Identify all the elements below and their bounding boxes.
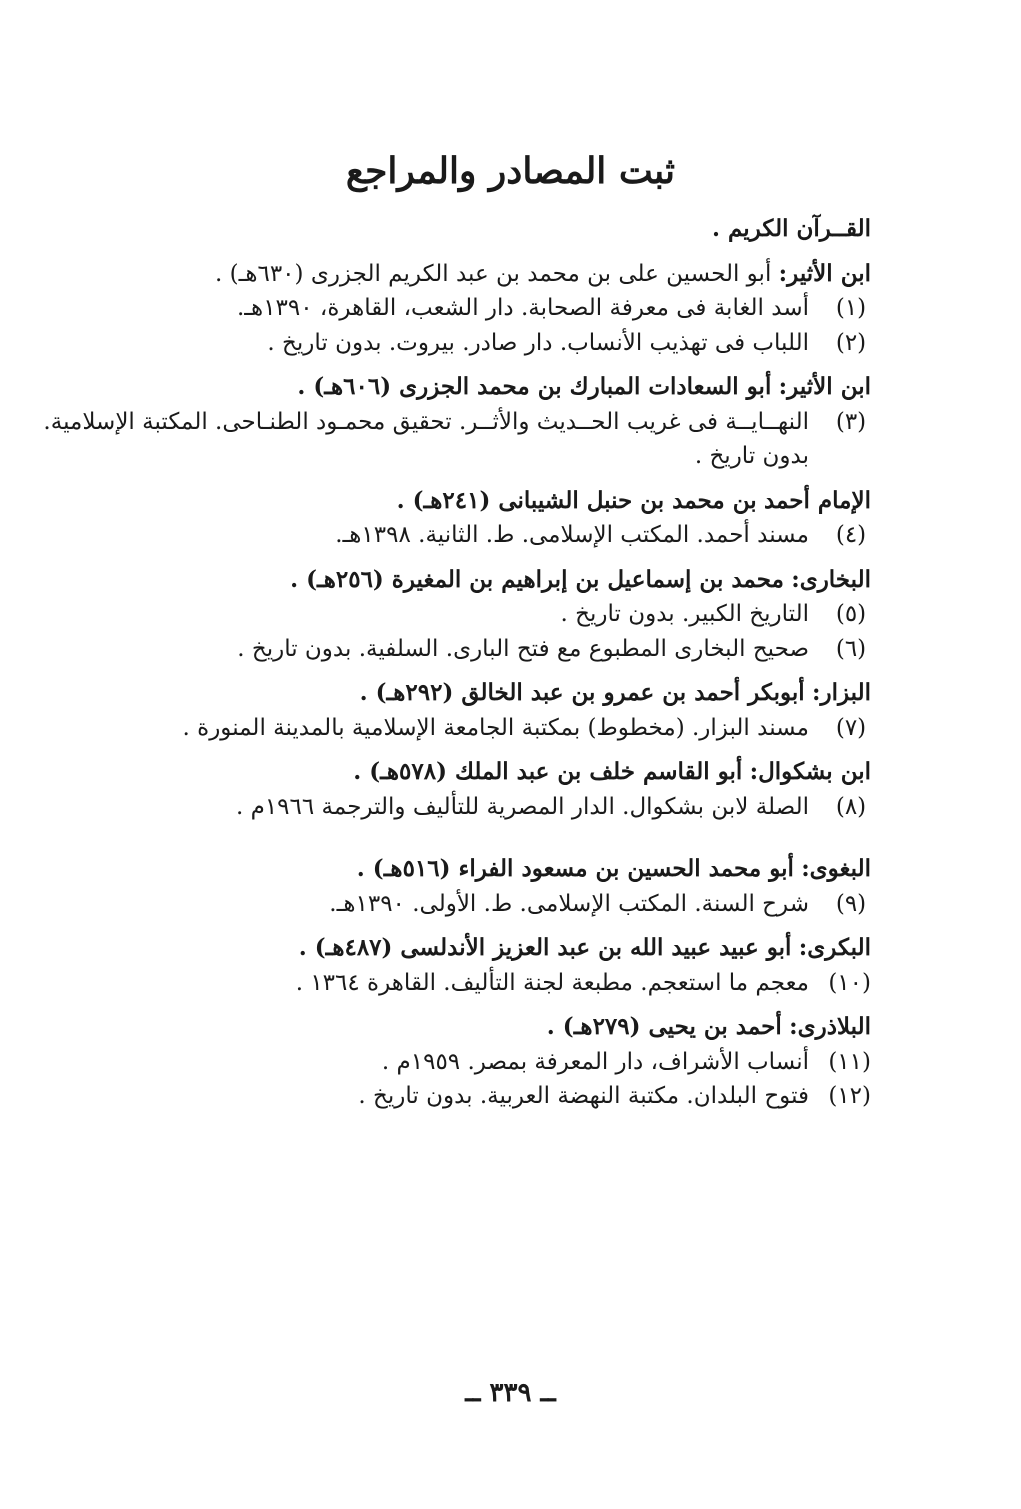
book-number: (٢) [835,329,867,356]
page-number: ــ ٣٣٩ ــ [465,1378,556,1408]
book-number: (٤) [835,522,867,548]
author-name: أبو عبيد عبيد الله بن عبد العزيز الأندلسى (٤٨٧هـ) . [298,934,792,961]
author-label: البخارى: [791,565,871,593]
author-entry [71,1010,871,1114]
book-number: (٧) [835,714,867,741]
book-number: (٥) [835,601,867,627]
book-title: الصلة لابن بشكوال. الدار المصرية للتأليف والترجمة ١٩٦٦م . [235,793,809,820]
author-entry [71,755,871,824]
book-number: (٩) [835,890,867,917]
author-label: البغوى: [801,855,871,882]
author-name: أبوبكر أحمد بن عمرو بن عبد الخالق (٢٩٢هـ) . [359,679,805,706]
book-title: معجم ما استعجم. مطبعة لجنة التأليف. القاهرة ١٣٦٤ . [295,969,809,996]
author-entry [43,370,871,474]
author-label: ابن الأثير: [778,373,871,400]
bibliography-list [43,212,871,1114]
author-name: أبو الحسين على بن محمد بن عبد الكريم الجزرى (٦٣٠هـ) . [215,260,772,287]
book-number: (٦) [835,635,867,662]
book-entry [71,711,871,746]
book-number: (١١) [828,1048,871,1075]
book-title: شرح السنة. المكتب الإسلامى. ط. الأولى. ١٣٩٠هـ. [329,890,809,917]
author-name: بن محمد بن حنبل الشيبانى (٢٤١هـ) . [396,486,757,514]
author-entry [71,676,871,745]
book-title: التاريخ الكبير. بدون تاريخ . [560,601,809,627]
book-entry [71,1045,871,1080]
book-number: (١) [835,295,867,321]
book-title: صحيح البخارى المطبوع مع فتح البارى. السلفية. بدون تاريخ . [237,635,809,662]
book-title: أنساب الأشراف، دار المعرفة بمصر. ١٩٥٩م . [381,1048,809,1075]
book-entry [71,326,871,361]
author-name: أبو السعادات المبارك بن محمد الجزرى (٦٠٦هـ) . [297,373,772,400]
book-title: مسند أحمد. المكتب الإسلامى. ط. الثانية. ١٣٩٨هـ. [335,522,809,548]
author-entry [71,257,871,361]
book-entry [71,1079,871,1114]
book-entry [71,966,871,1001]
author-entry [71,852,871,921]
book-entry [71,291,871,326]
book-title: فتوح البلدان. مكتبة النهضة العربية. بدون تاريخ . [358,1083,809,1109]
book-title: النهــايــة فى غريب الحــديث والأثــر. تحقيق محمـود الطنـاحى. المكتبة الإسلامية. بدون تاريخ . [43,408,809,469]
book-entry [71,632,871,667]
book-number: (١٠) [828,969,871,996]
author-entry [71,931,871,1000]
author-entry [71,563,871,667]
book-entry [71,887,871,922]
book-entry [71,597,871,632]
book-number: (١٢) [828,1083,871,1109]
author-label: ابن بشكوال: [749,758,871,785]
book-entry [43,405,871,474]
book-title: اللباب فى تهذيب الأنساب. دار صادر. بيروت. بدون تاريخ . [267,329,809,356]
author-label: الإمام أحمد [763,486,871,514]
author-label: البزار: [811,679,871,706]
book-number: (٣) [835,408,867,435]
author-label: البلاذرى: [789,1013,871,1040]
author-label: ابن الأثير: [778,259,871,287]
author-label: البكرى: [798,934,871,961]
author-name: محمد بن إسماعيل بن إبراهيم بن المغيرة (٢٥٦هـ) . [290,565,784,593]
book-entry [71,790,871,825]
page-title: ثبت المصادر والمراجع [345,150,676,192]
author-name: أحمد بن يحيى (٢٧٩هـ) . [546,1013,782,1040]
author-name: أبو القاسم خلف بن عبد الملك (٥٧٨هـ) . [353,758,743,785]
book-title: أسد الغابة فى معرفة الصحابة. دار الشعب، القاهرة، ١٣٩٠هـ. [237,295,809,321]
quran-entry: القــرآن الكريم . [711,215,871,242]
author-entry [71,484,871,553]
book-entry [71,518,871,553]
book-title: مسند البزار. (مخطوط) بمكتبة الجامعة الإسلامية بالمدينة المنورة . [182,714,809,741]
author-name: أبو محمد الحسين بن مسعود الفراء (٥١٦هـ) . [356,855,794,882]
book-number: (٨) [835,793,867,820]
